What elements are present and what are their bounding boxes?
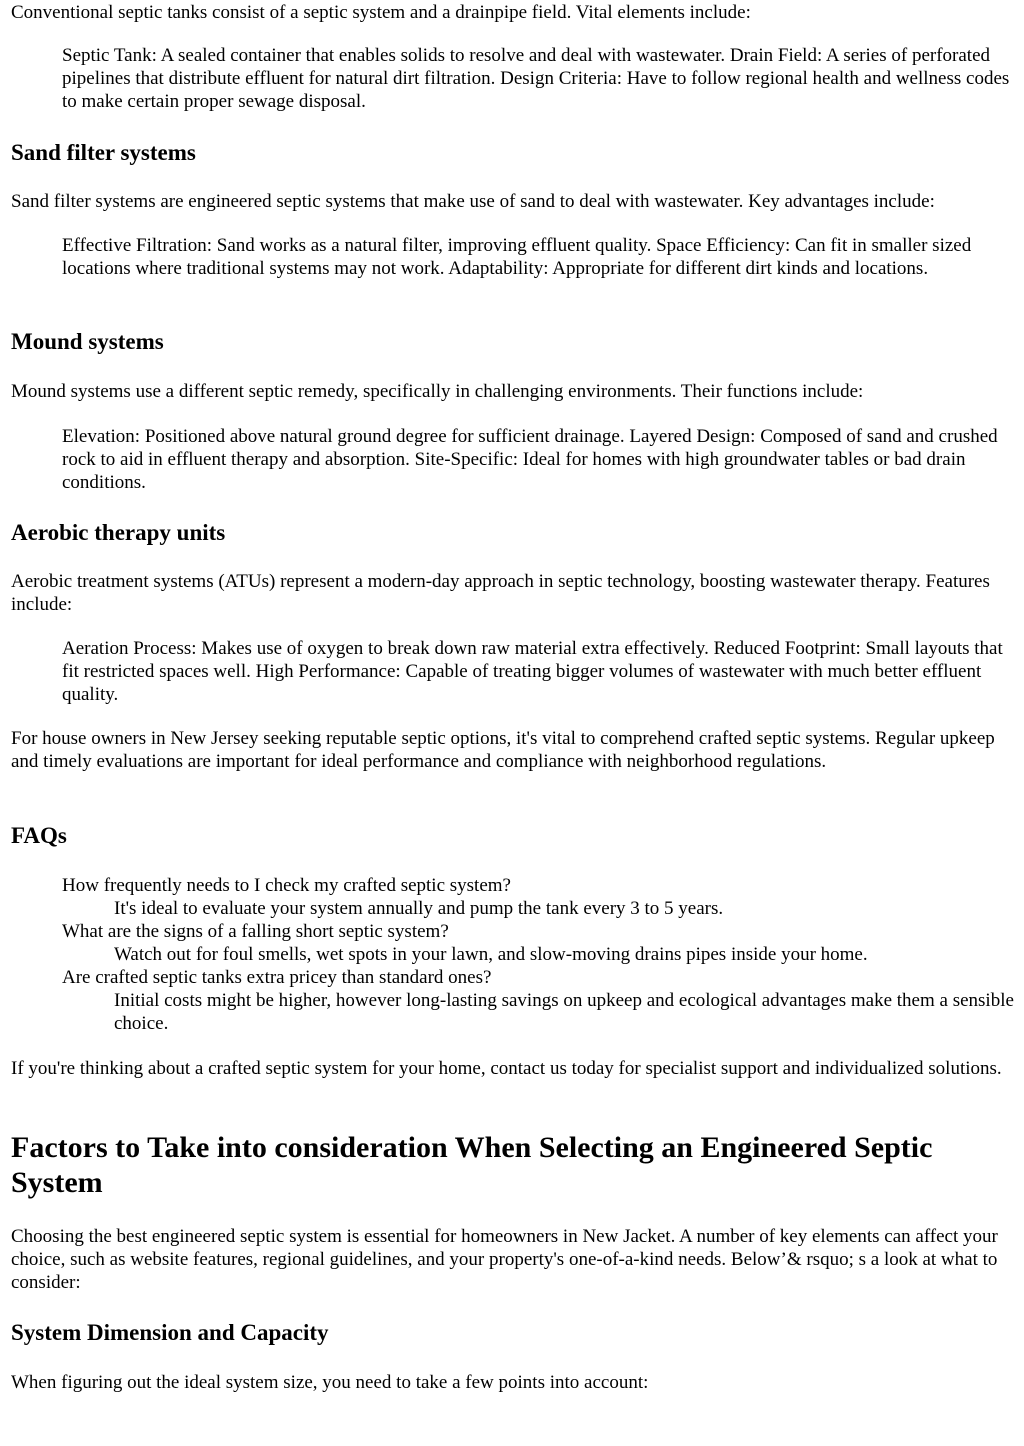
mound-heading: Mound systems	[11, 329, 164, 354]
faq-question: How frequently needs to I check my crafted septic system?	[62, 875, 511, 896]
faq-list	[62, 874, 1014, 1035]
sand-filter-heading: Sand filter systems	[11, 140, 196, 165]
sand-filter-blockquote: Effective Filtration: Sand works as a natural filter, improving effluent quality. Space Efficiency: Can fit in smaller sized locations where traditional systems may not work. Adaptability: Appropriate for different dirt kinds and locations.	[62, 235, 972, 279]
aerobic-paragraph: Aerobic treatment systems (ATUs) represent a modern-day approach in septic technology, boosting wastewater therapy. Features include:	[11, 571, 990, 615]
faq-answer: Initial costs might be higher, however long-lasting savings on upkeep and ecological advantages make them a sensible choice.	[114, 990, 1014, 1034]
faq-answer: Watch out for foul smells, wet spots in your lawn, and slow-moving drains pipes inside your home.	[114, 944, 868, 965]
faq-question: What are the signs of a falling short septic system?	[62, 921, 449, 942]
aerobic-blockquote: Aeration Process: Makes use of oxygen to break down raw material extra effectively. Reduced Footprint: Small layouts that fit restricted spaces well. High Performance: Capable of treating bigger volumes of wastewater with much better effluent quality.	[62, 638, 1003, 705]
faqs-heading: FAQs	[11, 823, 67, 848]
faq-answer: It's ideal to evaluate your system annually and pump the tank every 3 to 5 years.	[114, 898, 724, 919]
contact-paragraph: If you're thinking about a crafted septic system for your home, contact us today for specialist support and individualized solutions.	[11, 1058, 1002, 1079]
mound-blockquote: Elevation: Positioned above natural ground degree for sufficient drainage. Layered Design: Composed of sand and crushed rock to aid in effluent therapy and absorption. Site-Specific: Ideal for homes with high groundwater tables or bad drain conditions.	[62, 426, 998, 493]
faq-question: Are crafted septic tanks extra pricey than standard ones?	[62, 967, 492, 988]
system-size-heading: System Dimension and Capacity	[11, 1320, 329, 1345]
new-jersey-paragraph: For house owners in New Jersey seeking reputable septic options, it's vital to comprehend crafted septic systems. Regular upkeep and timely evaluations are important for ideal performance and compliance with neighborhood regulations.	[11, 728, 995, 772]
intro-blockquote: Septic Tank: A sealed container that enables solids to resolve and deal with wastewater. Drain Field: A series of perforated pipelines that distribute effluent for natural dirt filtration. Design Criteria: Have to follow regional health and wellness codes to make certain proper sewage disposal.	[62, 45, 1010, 112]
system-size-paragraph: When figuring out the ideal system size, you need to take a few points into account:	[11, 1372, 649, 1393]
aerobic-heading: Aerobic therapy units	[11, 520, 226, 545]
sand-filter-paragraph: Sand filter systems are engineered septic systems that make use of sand to deal with wastewater. Key advantages include:	[11, 191, 935, 212]
factors-paragraph: Choosing the best engineered septic system is essential for homeowners in New Jacket. A number of key elements can affect your choice, such as website features, regional guidelines, and your property's one-of-a-kind needs. Below’& rsquo; s a look at what to consider:	[11, 1226, 998, 1293]
mound-paragraph: Mound systems use a different septic remedy, specifically in challenging environments. Their functions include:	[11, 381, 864, 402]
factors-heading: Factors to Take into consideration When Selecting an Engineered Septic System	[11, 1131, 933, 1199]
intro-paragraph: Conventional septic tanks consist of a septic system and a drainpipe field. Vital elements include:	[11, 2, 751, 23]
